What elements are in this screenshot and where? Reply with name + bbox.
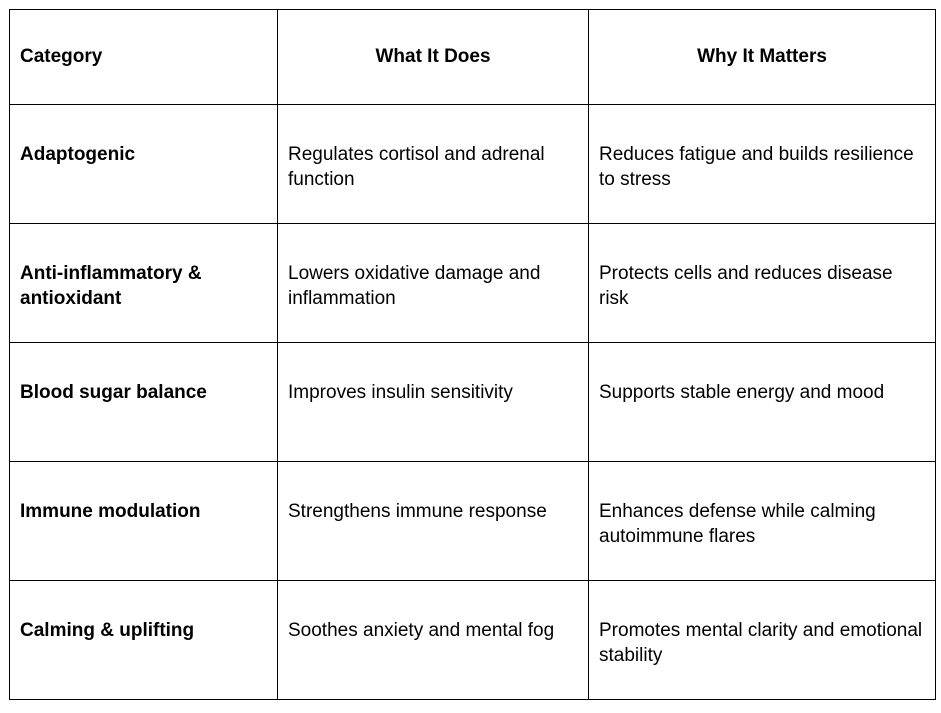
cell-what-it-does: Improves insulin sensitivity <box>278 343 589 462</box>
table-row <box>10 462 936 581</box>
cell-what-it-does: Regulates cortisol and adrenal function <box>278 105 589 224</box>
header-category: Category <box>10 10 278 105</box>
cell-why-it-matters: Promotes mental clarity and emotional stability <box>589 581 936 700</box>
benefits-table <box>9 9 936 700</box>
cell-category: Adaptogenic <box>10 105 278 224</box>
cell-category: Calming & uplifting <box>10 581 278 700</box>
cell-why-it-matters: Enhances defense while calming autoimmune flares <box>589 462 936 581</box>
table-row <box>10 581 936 700</box>
benefits-table-container <box>9 9 935 700</box>
header-why-it-matters: Why It Matters <box>589 10 936 105</box>
table-row <box>10 343 936 462</box>
cell-what-it-does: Lowers oxidative damage and inflammation <box>278 224 589 343</box>
cell-why-it-matters: Protects cells and reduces disease risk <box>589 224 936 343</box>
cell-category: Anti-inflammatory & antioxidant <box>10 224 278 343</box>
cell-category: Blood sugar balance <box>10 343 278 462</box>
table-header-row <box>10 10 936 105</box>
cell-what-it-does: Soothes anxiety and mental fog <box>278 581 589 700</box>
cell-why-it-matters: Reduces fatigue and builds resilience to stress <box>589 105 936 224</box>
cell-category: Immune modulation <box>10 462 278 581</box>
header-what-it-does: What It Does <box>278 10 589 105</box>
table-row <box>10 105 936 224</box>
table-row <box>10 224 936 343</box>
cell-why-it-matters: Supports stable energy and mood <box>589 343 936 462</box>
cell-what-it-does: Strengthens immune response <box>278 462 589 581</box>
